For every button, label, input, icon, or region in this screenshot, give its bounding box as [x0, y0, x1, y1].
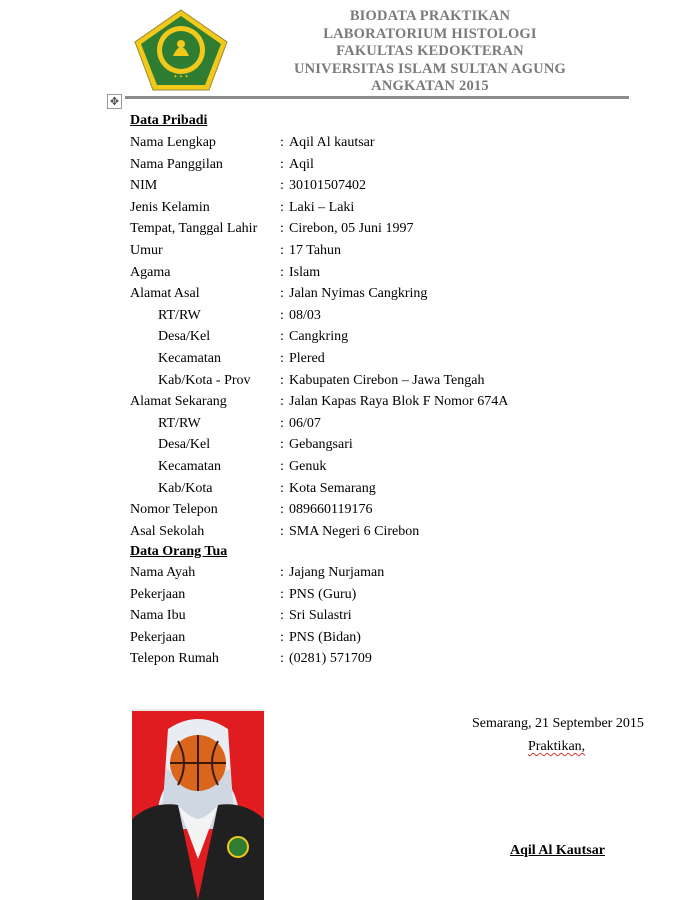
- field-label: Nama Panggilan: [130, 156, 223, 172]
- field-label: Kecamatan: [158, 351, 221, 366]
- field-row: [130, 437, 650, 458]
- field-value: Kabupaten Cirebon – Jawa Tengah: [289, 372, 485, 388]
- field-separator: :: [280, 651, 284, 667]
- field-separator: :: [280, 565, 284, 580]
- field-row: [130, 221, 650, 242]
- field-row: [130, 265, 650, 286]
- field-label: NIM: [130, 178, 158, 194]
- field-separator: :: [280, 480, 284, 496]
- field-label: Nama Ayah: [130, 565, 196, 580]
- field-value: Jalan Kapas Raya Blok F Nomor 674A: [289, 394, 509, 410]
- field-label: Pekerjaan: [130, 586, 186, 602]
- field-value: Cirebon, 05 Juni 1997: [289, 221, 414, 237]
- field-separator: :: [280, 178, 284, 194]
- field-separator: :: [280, 329, 284, 345]
- university-logo: [133, 8, 229, 92]
- field-value: PNS (Guru): [289, 586, 357, 602]
- document-header: [265, 8, 595, 96]
- field-label: RT/RW: [158, 415, 201, 431]
- field-value: Plered: [289, 351, 325, 366]
- svg-text:✦ ✦ ✦: ✦ ✦ ✦: [173, 74, 189, 80]
- field-label: Nama Ibu: [130, 608, 186, 624]
- field-separator: :: [280, 286, 284, 302]
- header-divider: [125, 96, 629, 99]
- field-row: [130, 502, 650, 523]
- field-separator: :: [280, 372, 284, 388]
- field-label: Nama Lengkap: [130, 135, 216, 150]
- field-label: Alamat Asal: [130, 286, 200, 302]
- field-value: PNS (Bidan): [289, 629, 361, 645]
- field-separator: :: [280, 221, 284, 237]
- field-row: [130, 524, 650, 545]
- field-label: Kab/Kota: [158, 480, 213, 496]
- student-photo: [132, 709, 264, 900]
- field-value: Gebangsari: [289, 437, 353, 453]
- field-row: [130, 459, 650, 480]
- field-row: [130, 481, 650, 502]
- field-row: [130, 308, 650, 329]
- field-value: 08/03: [289, 307, 321, 323]
- field-label: Desa/Kel: [158, 329, 211, 345]
- field-value: Islam: [289, 264, 321, 280]
- field-value: Sri Sulastri: [289, 608, 352, 624]
- field-label: Asal Sekolah: [130, 523, 205, 539]
- field-label: Agama: [130, 264, 171, 280]
- field-label: Nomor Telepon: [130, 502, 218, 518]
- field-value: (0281) 571709: [289, 651, 372, 667]
- field-value: 089660119176: [289, 502, 373, 518]
- field-row: [130, 587, 650, 608]
- field-value: Kota Semarang: [289, 480, 376, 496]
- field-label: Umur: [130, 243, 163, 258]
- field-label: Pekerjaan: [130, 629, 186, 645]
- signature-role-text: Praktikan,: [528, 739, 586, 754]
- header-line: LABORATORIUM HISTOLOGI: [323, 25, 537, 42]
- field-value: 30101507402: [289, 178, 366, 194]
- field-row: [130, 286, 650, 307]
- field-separator: :: [280, 156, 284, 172]
- field-label: Desa/Kel: [158, 437, 211, 453]
- field-value: 17 Tahun: [289, 243, 342, 258]
- field-label: Kab/Kota - Prov: [158, 372, 251, 388]
- field-separator: :: [280, 608, 284, 624]
- field-label: Alamat Sekarang: [130, 394, 227, 410]
- header-line: FAKULTAS KEDOKTERAN: [336, 43, 524, 59]
- field-row: [130, 200, 650, 221]
- signature-date: Semarang, 21 September 2015: [472, 716, 644, 731]
- field-value: Genuk: [289, 459, 327, 474]
- field-separator: :: [280, 264, 284, 280]
- photo-illustration: [132, 709, 264, 900]
- field-row: [130, 178, 650, 199]
- field-row: [130, 329, 650, 350]
- field-separator: :: [280, 135, 284, 150]
- field-separator: :: [280, 459, 284, 474]
- field-separator: :: [280, 523, 284, 539]
- field-separator: :: [280, 437, 284, 453]
- field-value: Cangkring: [289, 329, 349, 345]
- field-label: Kecamatan: [158, 459, 221, 474]
- field-row: [130, 416, 650, 437]
- field-separator: :: [280, 415, 284, 431]
- field-label: Tempat, Tanggal Lahir: [130, 221, 258, 237]
- field-separator: :: [280, 307, 284, 323]
- field-row: [130, 651, 650, 672]
- field-row: [130, 565, 650, 586]
- field-separator: :: [280, 351, 284, 366]
- signature-role: [528, 739, 585, 755]
- field-value: SMA Negeri 6 Cirebon: [289, 523, 420, 539]
- field-separator: :: [280, 629, 284, 645]
- field-row: [130, 394, 650, 415]
- field-row: [130, 373, 650, 394]
- field-value: Jajang Nurjaman: [289, 565, 385, 580]
- field-label: Jenis Kelamin: [130, 199, 210, 215]
- field-row: [130, 243, 650, 264]
- header-line: BIODATA PRAKTIKAN: [349, 8, 511, 24]
- move-handle-icon[interactable]: ✥: [107, 94, 122, 109]
- field-row: [130, 135, 650, 156]
- field-separator: :: [280, 243, 284, 258]
- field-separator: :: [280, 586, 284, 602]
- signature-name: Aqil Al Kautsar: [510, 843, 605, 858]
- field-row: [130, 351, 650, 372]
- section-title-data-pribadi: Data Pribadi: [130, 113, 208, 128]
- section-title-data-orang-tua: Data Orang Tua: [130, 544, 228, 559]
- field-value: Jalan Nyimas Cangkring: [289, 286, 428, 302]
- field-value: Aqil Al kautsar: [289, 135, 375, 150]
- field-row: [130, 630, 650, 651]
- header-line: ANGKATAN 2015: [371, 78, 489, 94]
- field-label: Telepon Rumah: [130, 651, 219, 667]
- field-label: RT/RW: [158, 307, 201, 323]
- field-value: 06/07: [289, 415, 321, 431]
- field-separator: :: [280, 502, 284, 518]
- field-value: Aqil: [289, 156, 314, 172]
- field-value: Laki – Laki: [289, 199, 355, 215]
- header-line: UNIVERSITAS ISLAM SULTAN AGUNG: [293, 60, 567, 77]
- field-row: [130, 157, 650, 178]
- field-separator: :: [280, 394, 284, 410]
- field-row: [130, 608, 650, 629]
- field-separator: :: [280, 199, 284, 215]
